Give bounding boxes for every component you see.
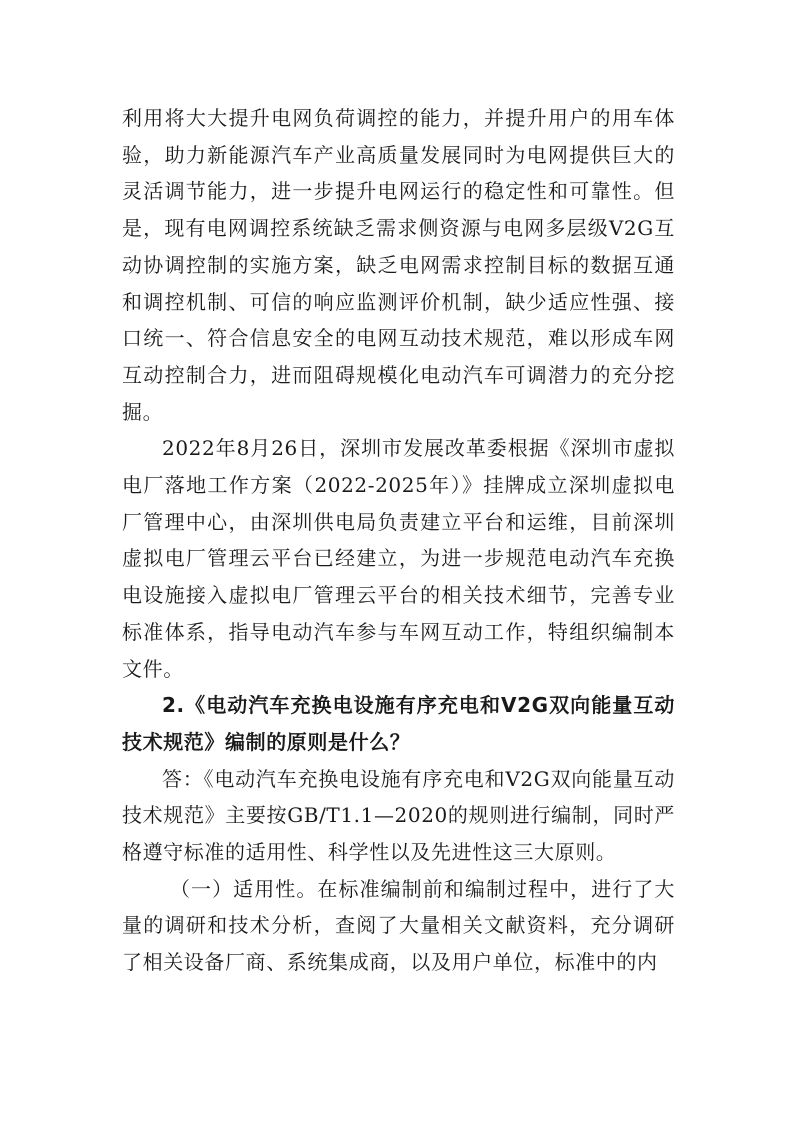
document-body (122, 100, 675, 981)
question-heading: 2.《电动汽车充换电设施有序充电和V2G双向能量互动技术规范》编制的原则是什么？ (122, 693, 675, 754)
principle-applicability: （一）适用性。在标准编制前和编制过程中，进行了大量的调研和技术分析，查阅了大量相关文献资料，充分调研了相关设备厂商、系统集成商，以及用户单位，标准中的内 (122, 876, 675, 975)
paragraph-background: 2022年8月26日，深圳市发展改革委根据《深圳市虚拟电厂落地工作方案（2022-2025年）》挂牌成立深圳虚拟电厂管理中心，由深圳供电局负责建立平台和运维，目前深圳虚拟电厂管理云平台已经建立，为进一步规范电动汽车充换电设施接入虚拟电厂管理云平台的相关技术细节，完善专业标准体系，指导电动汽车参与车网互动工作，特组织编制本文件。 (122, 436, 675, 681)
paragraph-continued: 利用将大大提升电网负荷调控的能力，并提升用户的用车体验，助力新能源汽车产业高质量发展同时为电网提供巨大的灵活调节能力，进一步提升电网运行的稳定性和可靠性。但是，现有电网调控系统缺乏需求侧资源与电网多层级V2G互动协调控制的实施方案，缺乏电网需求控制目标的数据互通和调控机制、可信的响应监测评价机制，缺少适应性强、接口统一、符合信息安全的电网互动技术规范，难以形成车网互动控制合力，进而阻碍规模化电动汽车可调潜力的充分挖掘。 (122, 106, 675, 424)
answer-intro: 答：《电动汽车充换电设施有序充电和V2G双向能量互动技术规范》主要按GB/T1.1—2020的规则进行编制，同时严格遵守标准的适用性、科学性以及先进性这三大原则。 (122, 766, 675, 865)
